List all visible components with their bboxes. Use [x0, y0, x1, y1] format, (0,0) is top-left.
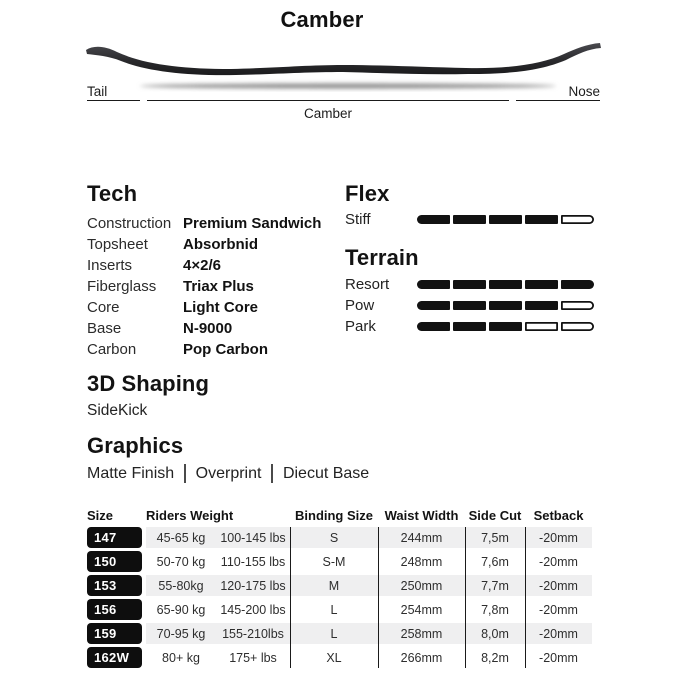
bar-segment-filled: [525, 280, 558, 289]
tech-value: 4×2/6: [183, 257, 221, 274]
size-cell: [87, 623, 146, 644]
terrain-rating-bar: [417, 322, 594, 331]
weight-lbs-cell: 155-210lbs: [216, 623, 290, 644]
weight-kg-cell: 45-65 kg: [146, 527, 216, 548]
weight-kg-cell: 80+ kg: [162, 650, 200, 665]
table-row: [87, 623, 592, 644]
binding-size-cell: S: [290, 527, 378, 548]
header-waist-width: Waist Width: [384, 508, 459, 523]
table-row: [87, 551, 592, 572]
setback-cell: -20mm: [539, 602, 578, 617]
nose-section-line: [516, 100, 600, 101]
binding-size-cell: L: [330, 602, 338, 617]
tech-heading: Tech: [87, 181, 138, 206]
side-cut-cell: 8,0m: [465, 623, 525, 644]
header-binding-size: Binding Size: [295, 508, 373, 523]
tech-section: [87, 181, 337, 360]
size-cell: [87, 527, 146, 548]
board-profile-shape: [86, 43, 601, 75]
tech-value: Triax Plus: [183, 278, 254, 295]
graphics-section: [87, 433, 369, 483]
tech-value: N-9000: [183, 320, 233, 337]
bar-segment-filled: [417, 215, 450, 224]
terrain-heading: Terrain: [345, 245, 419, 270]
table-row: [87, 575, 592, 596]
waist-width-cell: 250mm: [378, 575, 465, 596]
flex-section: [345, 181, 595, 207]
weight-kg-cell: 65-90 kg: [156, 602, 206, 617]
bar-segment-filled: [489, 301, 522, 310]
bar-segment-filled: [453, 215, 486, 224]
flex-rating-row: [345, 209, 595, 230]
weight-lbs-cell: 175+ lbs: [229, 650, 277, 665]
binding-size-cell: XL: [326, 650, 342, 665]
table-row: [87, 599, 592, 620]
graphics-item-list: [87, 464, 369, 483]
tech-value: Premium Sandwich: [183, 215, 322, 232]
size-table-body: [87, 527, 592, 668]
terrain-rating-label: Pow: [345, 297, 375, 314]
size-cell: [87, 647, 146, 668]
tech-spec-list: [87, 213, 337, 360]
waist-width-cell: 258mm: [378, 623, 465, 644]
bar-segment-filled: [561, 280, 594, 289]
weight-kg-cell: 50-70 kg: [156, 554, 206, 569]
tail-section-line: [87, 100, 140, 101]
weight-kg-cell: 70-95 kg: [146, 623, 216, 644]
bar-segment-filled: [417, 322, 450, 331]
shaping-section: [87, 371, 209, 420]
camber-section-line: [147, 100, 509, 101]
binding-size-cell: L: [290, 623, 378, 644]
tech-value: Light Core: [183, 299, 258, 316]
setback-cell: -20mm: [539, 554, 578, 569]
bar-segment-filled: [525, 215, 558, 224]
waist-width-cell: 266mm: [400, 650, 443, 665]
tech-label: Core: [87, 299, 120, 316]
graphics-item: Overprint: [195, 464, 262, 482]
flex-rating-bar: [417, 215, 594, 224]
column-divider: [465, 527, 466, 668]
size-table-header: [87, 504, 592, 527]
bar-segment-filled: [489, 322, 522, 331]
header-riders-weight: Riders Weight: [146, 508, 234, 523]
flex-heading: Flex: [345, 181, 390, 206]
size-cell: [87, 599, 146, 620]
header-size: Size: [87, 508, 114, 523]
terrain-ratings: [345, 274, 595, 337]
size-badge: 159: [87, 623, 142, 644]
side-cut-cell: 8,2m: [481, 650, 509, 665]
size-cell: [87, 551, 146, 572]
side-cut-cell: 7,6m: [481, 554, 509, 569]
weight-lbs-cell: 145-200 lbs: [220, 602, 286, 617]
flex-ratings: [345, 209, 595, 230]
bar-segment-empty: [525, 322, 558, 331]
bar-segment-filled: [417, 301, 450, 310]
page-title: Camber: [280, 7, 364, 32]
waist-width-cell: 254mm: [400, 602, 443, 617]
bar-segment-filled: [489, 215, 522, 224]
weight-lbs-cell: 120-175 lbs: [216, 575, 290, 596]
pipe-divider: [184, 464, 186, 483]
setback-cell: -20mm: [525, 575, 592, 596]
tech-row: [87, 213, 337, 234]
bar-segment-filled: [525, 301, 558, 310]
tech-label: Topsheet: [87, 236, 148, 253]
terrain-rating-row: [345, 274, 595, 295]
tech-row: [87, 276, 337, 297]
bar-segment-filled: [489, 280, 522, 289]
bar-segment-filled: [453, 301, 486, 310]
flex-rating-label: Stiff: [345, 211, 371, 228]
column-divider: [290, 527, 291, 668]
graphics-item: Diecut Base: [282, 464, 370, 482]
camber-section-label: Camber: [303, 106, 352, 121]
bar-segment-empty: [561, 301, 594, 310]
nose-label: Nose: [568, 84, 600, 99]
graphics-heading: Graphics: [87, 433, 184, 458]
size-table: [87, 504, 592, 674]
bar-segment-filled: [453, 280, 486, 289]
tech-row: [87, 318, 337, 339]
tech-row: [87, 255, 337, 276]
weight-lbs-cell: 110-155 lbs: [220, 554, 286, 569]
size-badge: 150: [87, 551, 142, 572]
waist-width-cell: 244mm: [378, 527, 465, 548]
column-divider: [525, 527, 526, 668]
board-shadow: [140, 83, 556, 88]
board-profile-illustration: [80, 36, 606, 92]
tech-label: Inserts: [87, 257, 133, 274]
weight-lbs-cell: 100-145 lbs: [216, 527, 290, 548]
tech-label: Base: [87, 320, 122, 337]
table-row: [87, 647, 592, 668]
bar-segment-empty: [561, 215, 594, 224]
header-setback: Setback: [533, 508, 584, 523]
shaping-value: SideKick: [87, 402, 148, 419]
tech-label: Carbon: [87, 341, 137, 358]
bar-segment-filled: [417, 280, 450, 289]
tech-row: [87, 234, 337, 255]
terrain-rating-label: Park: [345, 318, 376, 335]
tech-label: Construction: [87, 215, 172, 232]
binding-size-cell: S-M: [322, 554, 346, 569]
tech-row: [87, 339, 337, 360]
table-row: [87, 527, 592, 548]
side-cut-cell: 7,7m: [465, 575, 525, 596]
setback-cell: -20mm: [539, 650, 578, 665]
header-side-cut: Side Cut: [468, 508, 522, 523]
tech-label: Fiberglass: [87, 278, 157, 295]
bar-segment-empty: [561, 322, 594, 331]
tech-value: Pop Carbon: [183, 341, 268, 358]
shaping-heading: 3D Shaping: [87, 371, 210, 396]
size-badge: 153: [87, 575, 142, 596]
terrain-rating-row: [345, 295, 595, 316]
side-cut-cell: 7,8m: [481, 602, 509, 617]
tail-label: Tail: [87, 84, 108, 99]
setback-cell: -20mm: [525, 623, 592, 644]
bar-segment-filled: [453, 322, 486, 331]
column-divider: [378, 527, 379, 668]
binding-size-cell: M: [290, 575, 378, 596]
size-badge: 162W: [87, 647, 142, 668]
terrain-rating-bar: [417, 301, 594, 310]
size-badge: 156: [87, 599, 142, 620]
terrain-rating-label: Resort: [345, 276, 390, 293]
tech-row: [87, 297, 337, 318]
weight-kg-cell: 55-80kg: [146, 575, 216, 596]
waist-width-cell: 248mm: [400, 554, 443, 569]
size-badge: 147: [87, 527, 142, 548]
terrain-rating-bar: [417, 280, 594, 289]
pipe-divider: [271, 464, 273, 483]
size-cell: [87, 575, 146, 596]
terrain-rating-row: [345, 316, 595, 337]
setback-cell: -20mm: [525, 527, 592, 548]
graphics-item: Matte Finish: [87, 464, 175, 482]
side-cut-cell: 7,5m: [465, 527, 525, 548]
tech-value: Absorbnid: [183, 236, 258, 253]
